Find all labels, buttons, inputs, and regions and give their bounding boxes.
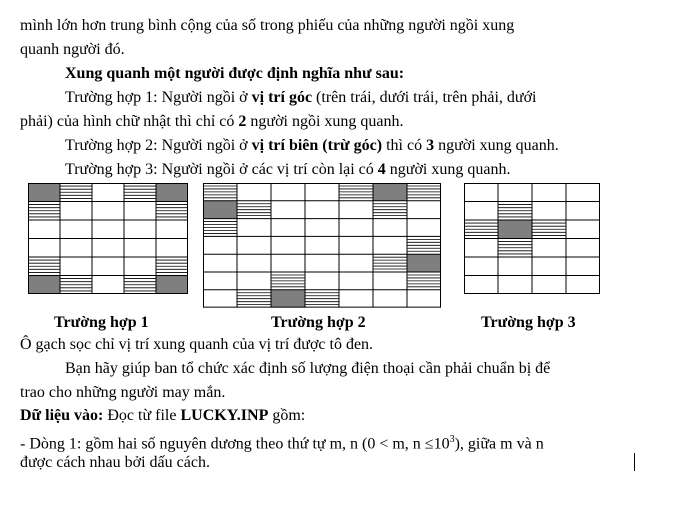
text: ), giữa m và n (454, 435, 544, 453)
text: người xung quanh. (385, 161, 511, 178)
paragraph-line (20, 16, 514, 36)
text: thì có (382, 137, 427, 154)
text: gồm: (268, 407, 306, 424)
case3-line (65, 160, 510, 180)
text: Đọc từ file (103, 407, 181, 424)
definition-heading: Xung quanh một người được định nghĩa như sau: (65, 65, 405, 82)
case2-line (65, 136, 559, 156)
text: được cách nhau bởi dấu cách. (20, 454, 210, 471)
text: Trường hợp 2: Người ngồi ở (65, 137, 252, 154)
figure-caption: Trường hợp 3 (481, 314, 576, 331)
filename: LUCKY.INP (180, 407, 269, 424)
line-one-desc (20, 430, 544, 454)
text: quanh người đó. (20, 41, 125, 58)
note-line: Ô gạch sọc chỉ vị trí xung quanh của vị trí được tô đen. (20, 336, 374, 353)
text: người xung quanh. (434, 137, 559, 154)
bold-text: vị trí biên (trừ góc) (251, 137, 383, 154)
dark-cell (156, 276, 188, 295)
dark-cell (203, 201, 237, 219)
figure-caption: Trường hợp 1 (54, 314, 149, 331)
bold-text: 4 (377, 161, 386, 178)
dark-cell (407, 254, 441, 272)
request-line: Bạn hãy giúp ban tổ chức xác định số lượng điện thoại cần phải chuẩn bị để (65, 360, 551, 377)
text: mình lớn hơn trung bình cộng của số trong phiếu của những người ngồi xung (20, 17, 515, 34)
text: Trường hợp 3: Người ngồi ở các vị trí còn lại có (65, 161, 378, 178)
bold-text: 2 (238, 113, 247, 130)
section-label: Dữ liệu vào: (20, 407, 104, 424)
paragraph-line (20, 40, 125, 60)
dark-cell (498, 220, 532, 239)
dark-cell (156, 183, 188, 202)
superscript: 3 (449, 434, 455, 445)
line-one-desc (20, 453, 210, 473)
dark-cell (28, 183, 60, 202)
bold-text: vị trí góc (251, 89, 313, 106)
case1-line2 (20, 112, 404, 132)
grid-case-3 (464, 183, 600, 295)
text: (trên trái, dưới trái, trên phải, dưới (312, 89, 537, 106)
bold-text: 3 (426, 137, 435, 154)
dark-cell (271, 290, 305, 308)
dark-cell (28, 276, 60, 295)
grid-case-1 (28, 183, 188, 295)
case1-line1 (65, 88, 536, 108)
text: phải) của hình chữ nhật thì chỉ có (20, 113, 239, 130)
text: Trường hợp 1: Người ngồi ở (65, 89, 252, 106)
figure-caption: Trường hợp 2 (271, 314, 366, 331)
input-section-line (20, 406, 305, 426)
text: - Dòng 1: gồm hai số nguyên dương theo thứ tự m, n (0 < m, n ≤10 (20, 435, 450, 453)
request-line: trao cho những người may mắn. (20, 384, 226, 401)
grid-case-2 (203, 183, 443, 308)
text: người ngồi xung quanh. (246, 113, 404, 130)
dark-cell (373, 183, 407, 201)
text-cursor (634, 453, 635, 471)
